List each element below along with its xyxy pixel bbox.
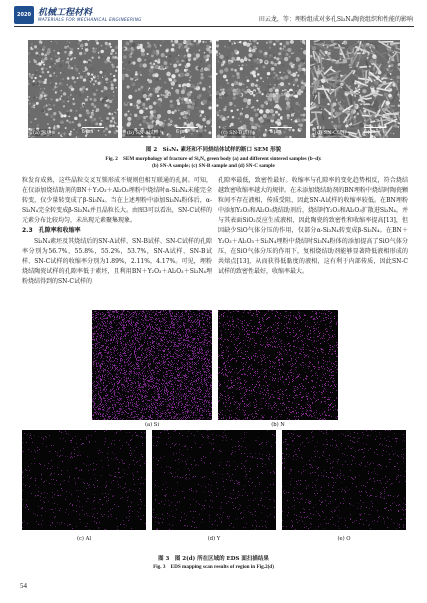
sem-texture (28, 40, 118, 138)
scale-label: 6 μm (82, 129, 94, 135)
logo-year: 2020 (17, 12, 31, 18)
scale-bar (270, 127, 292, 129)
sem-image-a (28, 40, 118, 138)
sem-panel-label: (c) SN-B试样 (221, 130, 253, 136)
sem-panel-label: (b) SN-A试样 (127, 130, 159, 136)
scale-label: 6 μm (364, 129, 376, 135)
eds-texture (282, 430, 406, 530)
sem-texture (216, 40, 306, 138)
eds-map-o (282, 430, 406, 530)
eds-label-al: (c) Al (76, 536, 91, 542)
scale-label: 6 μm (270, 129, 282, 135)
scale-bar (364, 127, 386, 129)
sem-panel-label: (a) 未烧 (33, 130, 52, 136)
figure-2-caption-cn: 图 2 Si₃N₄ 素坯和不同烧结体试样的断口 SEM 形貌 (145, 147, 282, 153)
figure-3-caption-cn: 图 3 图 2(d) 所在区域的 EDS 面扫描结果 (158, 556, 269, 562)
eds-label-si: (a) Si (144, 422, 159, 428)
eds-label-o: (e) O (337, 536, 351, 542)
eds-map-y (152, 430, 276, 530)
eds-label-n: (b) N (271, 422, 285, 428)
right-column (218, 176, 408, 277)
header-rule (14, 26, 414, 27)
journal-logo (14, 6, 34, 24)
scale-bar (176, 127, 198, 129)
scale-bar (82, 127, 104, 129)
eds-map-si (92, 310, 212, 420)
sem-image-d (310, 40, 400, 138)
eds-texture (92, 310, 212, 420)
body-paragraph: 孔隙率最低，致密性最好。收缩率与孔隙率的变化趋势相反，符合烧结越致密收缩率越大的规律。在未添加烧结助剂的BN埋粉中烧结时陶瓷颗粒间不存在液相，传质受阻，因此SN-A试样的收缩率较低。在BN埋粉中添加Y₂O₃和Al₂O₃烧结助剂后，烧结时Y₂O₃和Al₂O₃扩散进Si₃N₄，并与其表面SiO₂反应生成液相，因此陶瓷的致密性和收缩率提高[13]，但因缺少SiO气体分压的作用，仅部分α-Si₃N₄转变成β-Si₃N₄。在BN＋Y₂O₃＋Al₂O₃＋Si₃N₄埋粉中烧结时Si₃N₄粉体的添加提高了SiO气体分压，在SiO气体分压的作用下，复相烧结助剂能够显著降低液相形成的共熔点[13]，从而获得低黏度的液相，这有利于内部传质，因此SN-C试样的致密性最好，收缩率最大。 (218, 177, 408, 275)
journal-title-en: MATERIALS FOR MECHANICAL ENGINEERING (38, 17, 142, 22)
section-heading: 2.3 孔隙率和收缩率 (22, 227, 81, 235)
eds-texture (152, 430, 276, 530)
figure-2-caption-en-line1: Fig. 2 SEM morphology of fracture of Si₃N₄ green body (a) and different sintered samples (b–d): (105, 156, 322, 162)
sem-texture (122, 40, 212, 138)
eds-map-n (218, 310, 338, 420)
figure-2-caption-en-line2: (b) SN-A sample; (c) SN-B sample and (d) SN-C sample (152, 163, 275, 169)
eds-texture (22, 430, 146, 530)
figure-3-caption-en: Fig. 3 EDS mapping scan results of region in Fig.2(d) (153, 564, 274, 570)
journal-title-cn: 机械工程材料 (38, 8, 93, 18)
sem-image-c (216, 40, 306, 138)
sem-texture (310, 40, 400, 138)
figure-2 (28, 40, 400, 138)
eds-label-y: (d) Y (207, 536, 221, 542)
page-header (0, 0, 427, 40)
sem-image-b (122, 40, 212, 138)
scale-label: 6 μm (176, 129, 188, 135)
left-column (22, 176, 212, 287)
body-paragraph: 粒发育成熟，这些晶粒交叉互锁形成不规则但相互联通的孔洞。可知，在仅添加烧结助剂的BN＋Y₂O₃＋Al₂O₃埋粉中烧结时α-Si₃N₄未能完全转变，仅少量转变成了β-Si₃N₄。当在上述埋粉中添加Si₃N₄粉体后，α-Si₃N₄完全转变成β-Si₃N₄并且晶粒长大。由图3可以看出，SN-C试样的元素分布比较均匀，未出现元素聚集现象。 (22, 177, 212, 225)
sem-panel-label: (d) SN-C试样 (315, 130, 348, 136)
page-number: 54 (20, 582, 27, 590)
eds-map-al (22, 430, 146, 530)
running-title: 田云龙，等：埋粉组成对多孔Si₃N₄陶瓷组织和性能的影响 (258, 16, 413, 23)
eds-texture (218, 310, 338, 420)
body-paragraph: Si₃N₄素坯及其烧结后的SN-A试样、SN-B试样、SN-C试样的孔隙率分别为56.7%，55.8%，55.2%，53.7%，SN-A试样、SN-B试样、SN-C试样的收缩率分别为1.89%，2.11%，4.17%。可见，埋粉烧结陶瓷试样的孔隙率低于素坯，且利用BN＋Y₂O₃＋Al₂O₃＋Si₃N₄埋粉烧结得到的SN-C试样的 (22, 237, 212, 285)
